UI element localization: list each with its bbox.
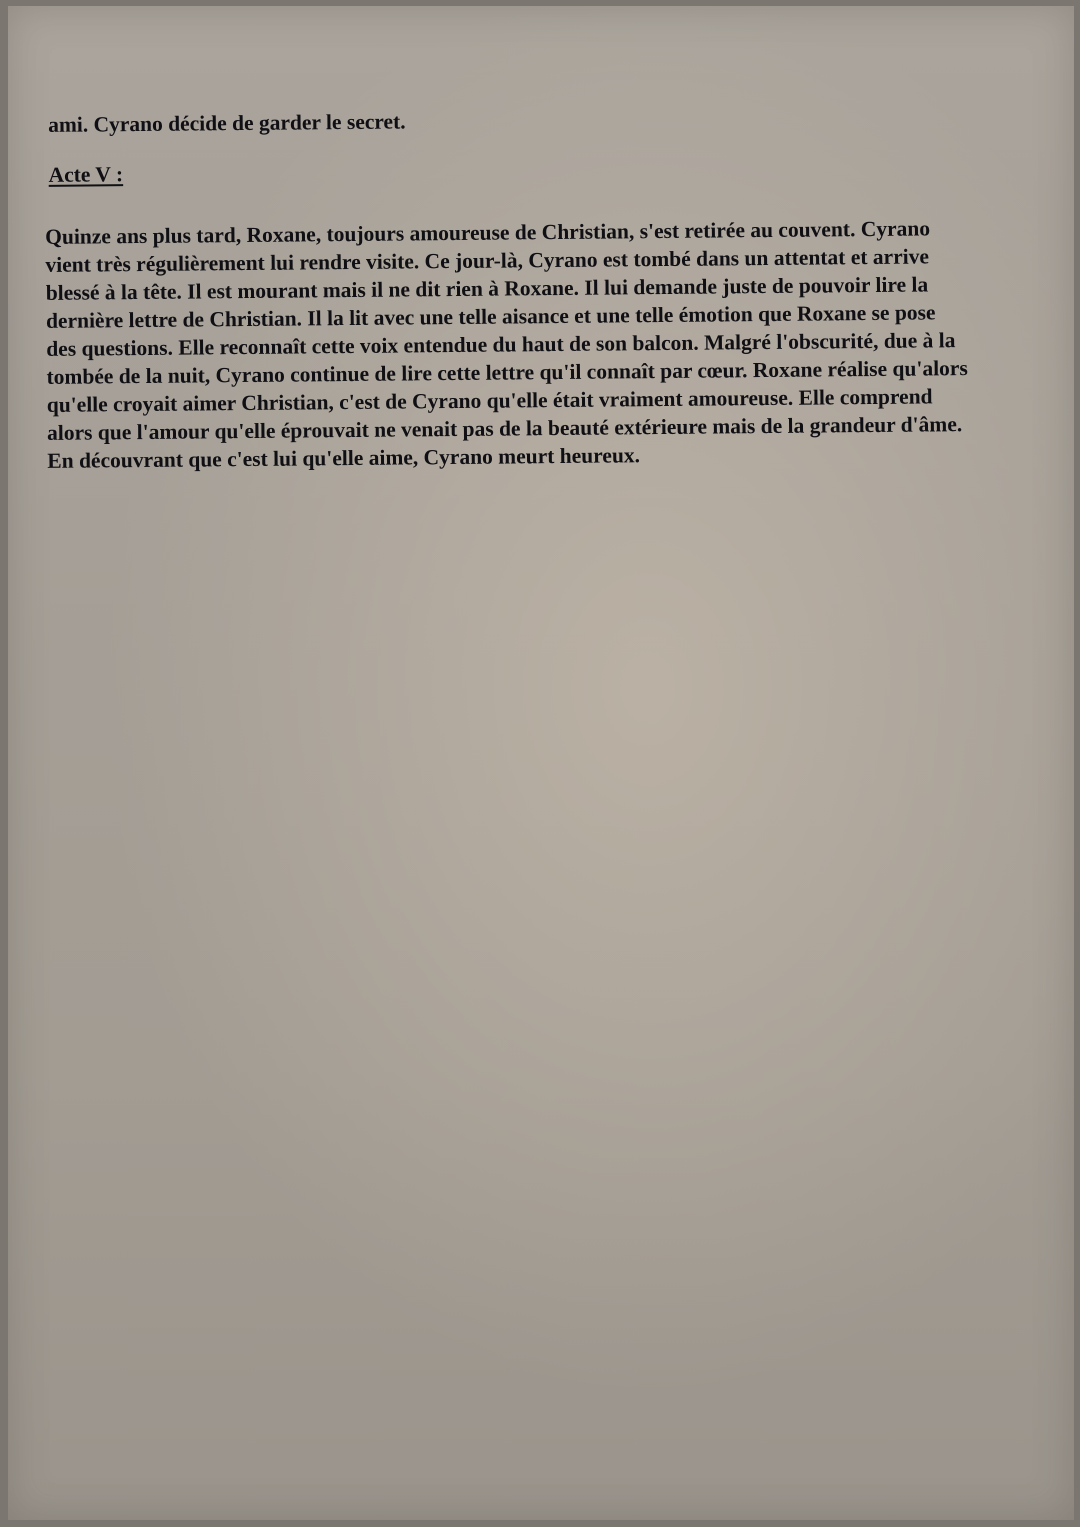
document-text (38, 101, 1071, 475)
paragraph-line: blessé à la tête. Il est mourant mais il ne dit rien à Roxane. Il lui demande juste de pouvoir lire la (45, 272, 929, 305)
paragraph-line: des questions. Elle reconnaît cette voix entendue du haut de son balcon. Malgré l'obscurité, due à la (46, 328, 956, 361)
paragraph-line: tombée de la nuit, Cyrano continue de lire cette lettre qu'il connaît par cœur. Roxane réalise qu'alors (46, 356, 968, 389)
intro-line: ami. Cyrano décide de garder le secret. (48, 109, 406, 137)
paragraph-line: alors que l'amour qu'elle éprouvait ne venait pas de la beauté extérieure mais de la grandeur d'âme. (46, 412, 963, 445)
paragraph-line: qu'elle croyait aimer Christian, c'est de Cyrano qu'elle était vraiment amoureuse. Elle comprend (46, 384, 933, 417)
paragraph-line: dernière lettre de Christian. Il la lit avec une telle aisance et une telle émotion que Roxane se pose (45, 300, 936, 333)
paragraph-line: vient très régulièrement lui rendre visite. Ce jour-là, Cyrano est tombé dans un attentat et arrive (45, 244, 930, 277)
paragraph-line: Quinze ans plus tard, Roxane, toujours amoureuse de Christian, s'est retirée au couvent. Cyrano (45, 216, 931, 249)
section-heading-acte-v: Acte V : (48, 162, 124, 187)
acte-v-paragraph (39, 213, 1071, 475)
paper-sheet (8, 6, 1074, 1520)
paragraph-line: En découvrant que c'est lui qu'elle aime, Cyrano meurt heureux. (47, 443, 641, 473)
